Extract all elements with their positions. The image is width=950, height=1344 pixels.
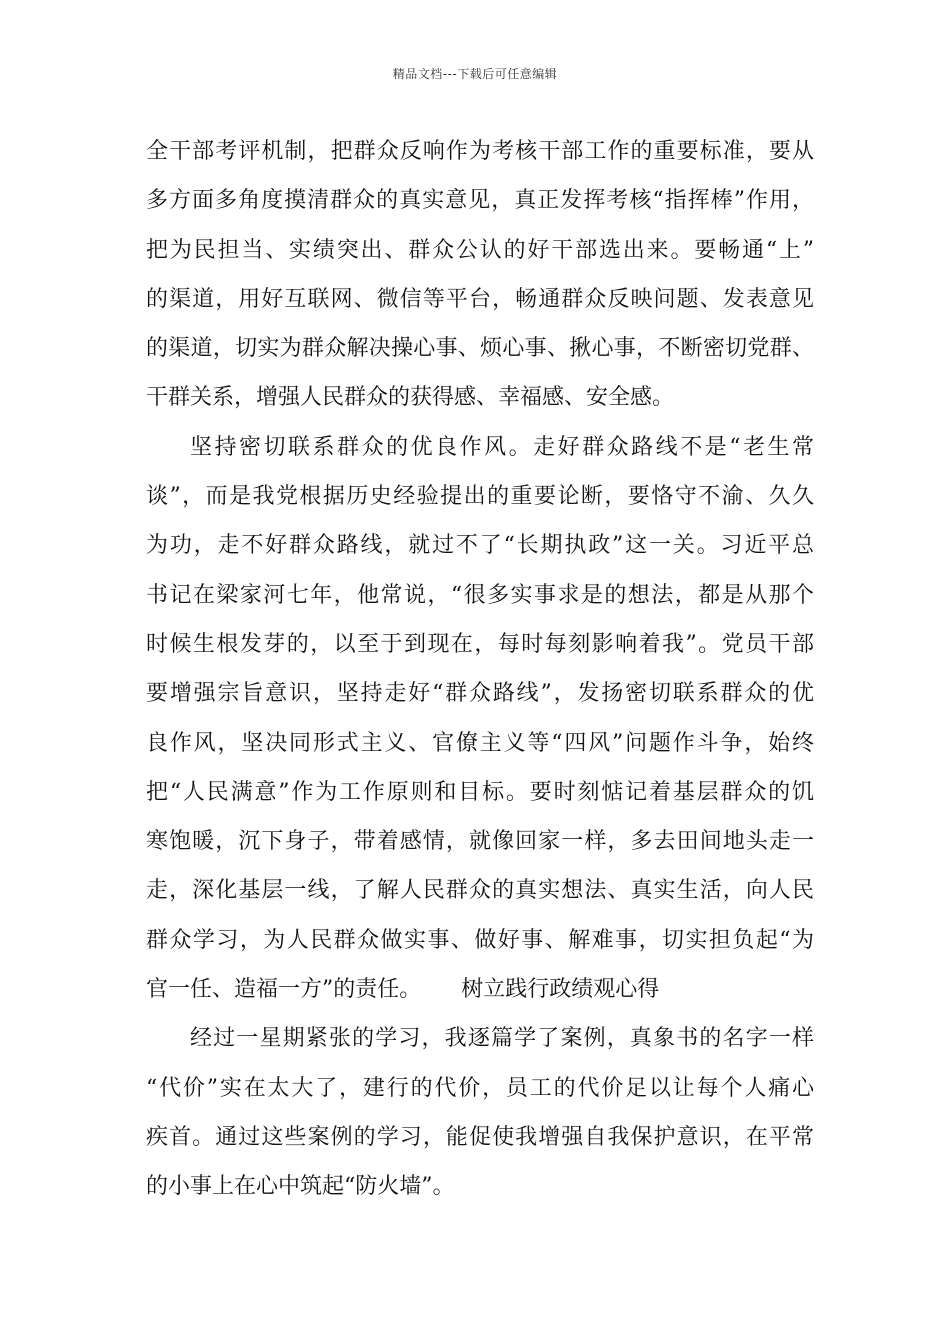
document-body (146, 127, 814, 1212)
text-line: 要增强宗旨意识，坚持走好“群众路线”，发扬密切联系群众的优 (146, 681, 814, 707)
text-line: 群众学习，为人民群众做实事、做好事、解难事，切实担负起“为 (146, 927, 814, 953)
paragraph (146, 127, 814, 423)
text-line: 为功，走不好群众路线，就过不了“长期执政”这一关。习近平总 (146, 533, 814, 559)
text-line: 的渠道，用好互联网、微信等平台，畅通群众反映问题、发表意见 (146, 286, 814, 312)
text-line: 的小事上在心中筑起“防火墙”。 (146, 1174, 455, 1200)
text-line: 坚持密切联系群众的优良作风。走好群众路线不是“老生常 (190, 434, 814, 460)
text-line: 疾首。通过这些案例的学习，能促使我增强自我保护意识，在平常 (146, 1124, 814, 1150)
text-line: 把为民担当、实绩突出、群众公认的好干部选出来。要畅通“上” (146, 237, 814, 263)
text-line: 多方面多角度摸清群众的真实意见，真正发挥考核“指挥棒”作用， (146, 188, 814, 214)
inline-title: 树立践行政绩观心得 (461, 977, 660, 1003)
page-header: 精品文档---下载后可任意编辑 (392, 67, 558, 81)
text-line: 良作风，坚决同形式主义、官僚主义等“四风”问题作斗争，始终 (146, 730, 814, 756)
paragraph (146, 1014, 814, 1211)
text-line: 把“人民满意”作为工作原则和目标。要时刻惦记着基层群众的饥 (146, 779, 814, 805)
paragraph (146, 423, 814, 1015)
text-line: 走，深化基层一线，了解人民群众的真实想法、真实生活，向人民 (146, 878, 814, 904)
text-line: 经过一星期紧张的学习，我逐篇学了案例，真象书的名字一样 (190, 1026, 814, 1052)
text-line: 的渠道，切实为群众解决操心事、烦心事、揪心事，不断密切党群、 (146, 336, 814, 362)
text-line: 谈”，而是我党根据历史经验提出的重要论断，要恪守不渝、久久 (146, 484, 814, 510)
text-line: 时候生根发芽的，以至于到现在，每时每刻影响着我”。党员干部 (146, 631, 814, 657)
text-line: 寒饱暖，沉下身子，带着感情，就像回家一样，多去田间地头走一 (146, 829, 814, 855)
text-line: 书记在梁家河七年，他常说，“很多实事求是的想法，都是从那个 (146, 582, 814, 608)
text-segment: 官一任、造福一方”的责任。 (146, 977, 422, 1003)
text-line: “代价”实在太大了，建行的代价，员工的代价足以让每个人痛心 (146, 1075, 814, 1101)
text-line: 全干部考评机制，把群众反响作为考核干部工作的重要标准，要从 (146, 139, 814, 164)
text-line-with-title (146, 965, 814, 1014)
text-line: 干群关系，增强人民群众的获得感、幸福感、安全感。 (146, 385, 675, 411)
